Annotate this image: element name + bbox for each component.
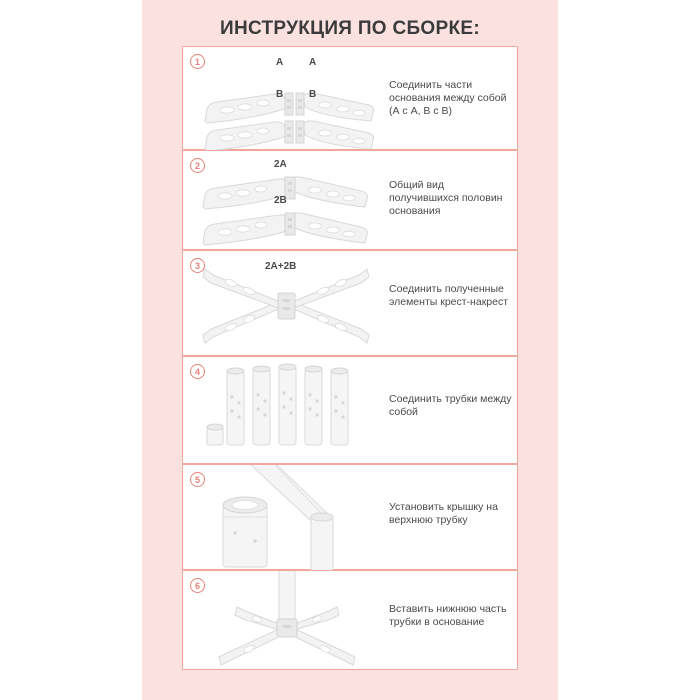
part-label-2a: 2A [274,159,287,170]
part-label-b-left: B [276,89,284,100]
step-panel-1 [182,46,518,150]
step-panel-6 [182,570,518,670]
step-panel-3 [182,250,518,356]
step-6-illustration [183,571,389,669]
step-panel-5 [182,464,518,570]
part-label-a-left: A [276,57,284,68]
step-1-description: Соединить части основания между собой (А с А, В с В) [389,79,507,117]
step-number-badge: 4 [190,364,205,379]
step-number-badge: 5 [190,472,205,487]
step-5-description: Установить крышку на верхнюю трубку [389,501,498,526]
step-3-illustration [183,251,389,355]
step-2-description: Общий вид получившихся половин основания [389,179,503,217]
part-label-2b: 2B [274,195,287,206]
step-1-illustration [183,47,389,149]
step-4-description: Соединить трубки между собой [389,393,512,418]
step-panel-4 [182,356,518,464]
step-number-badge: 1 [190,54,205,69]
step-4-illustration [183,357,389,463]
part-label-b-right: B [309,89,317,100]
step-2-illustration [183,151,389,249]
right-margin [558,0,700,700]
left-margin [0,0,142,700]
step-number-badge: 6 [190,578,205,593]
step-5-illustration [183,465,389,569]
page-title: ИНСТРУКЦИЯ ПО СБОРКЕ: [220,18,480,39]
step-3-description: Соединить полученные элементы крест-накрест [389,283,509,308]
part-label-a-right: A [309,57,317,68]
step-panel-2 [182,150,518,250]
step-6-description: Вставить нижнюю часть трубки в основание [389,603,507,628]
step-number-badge: 2 [190,158,205,173]
part-label-2a-2b: 2A+2B [265,261,297,272]
step-number-badge: 3 [190,258,205,273]
